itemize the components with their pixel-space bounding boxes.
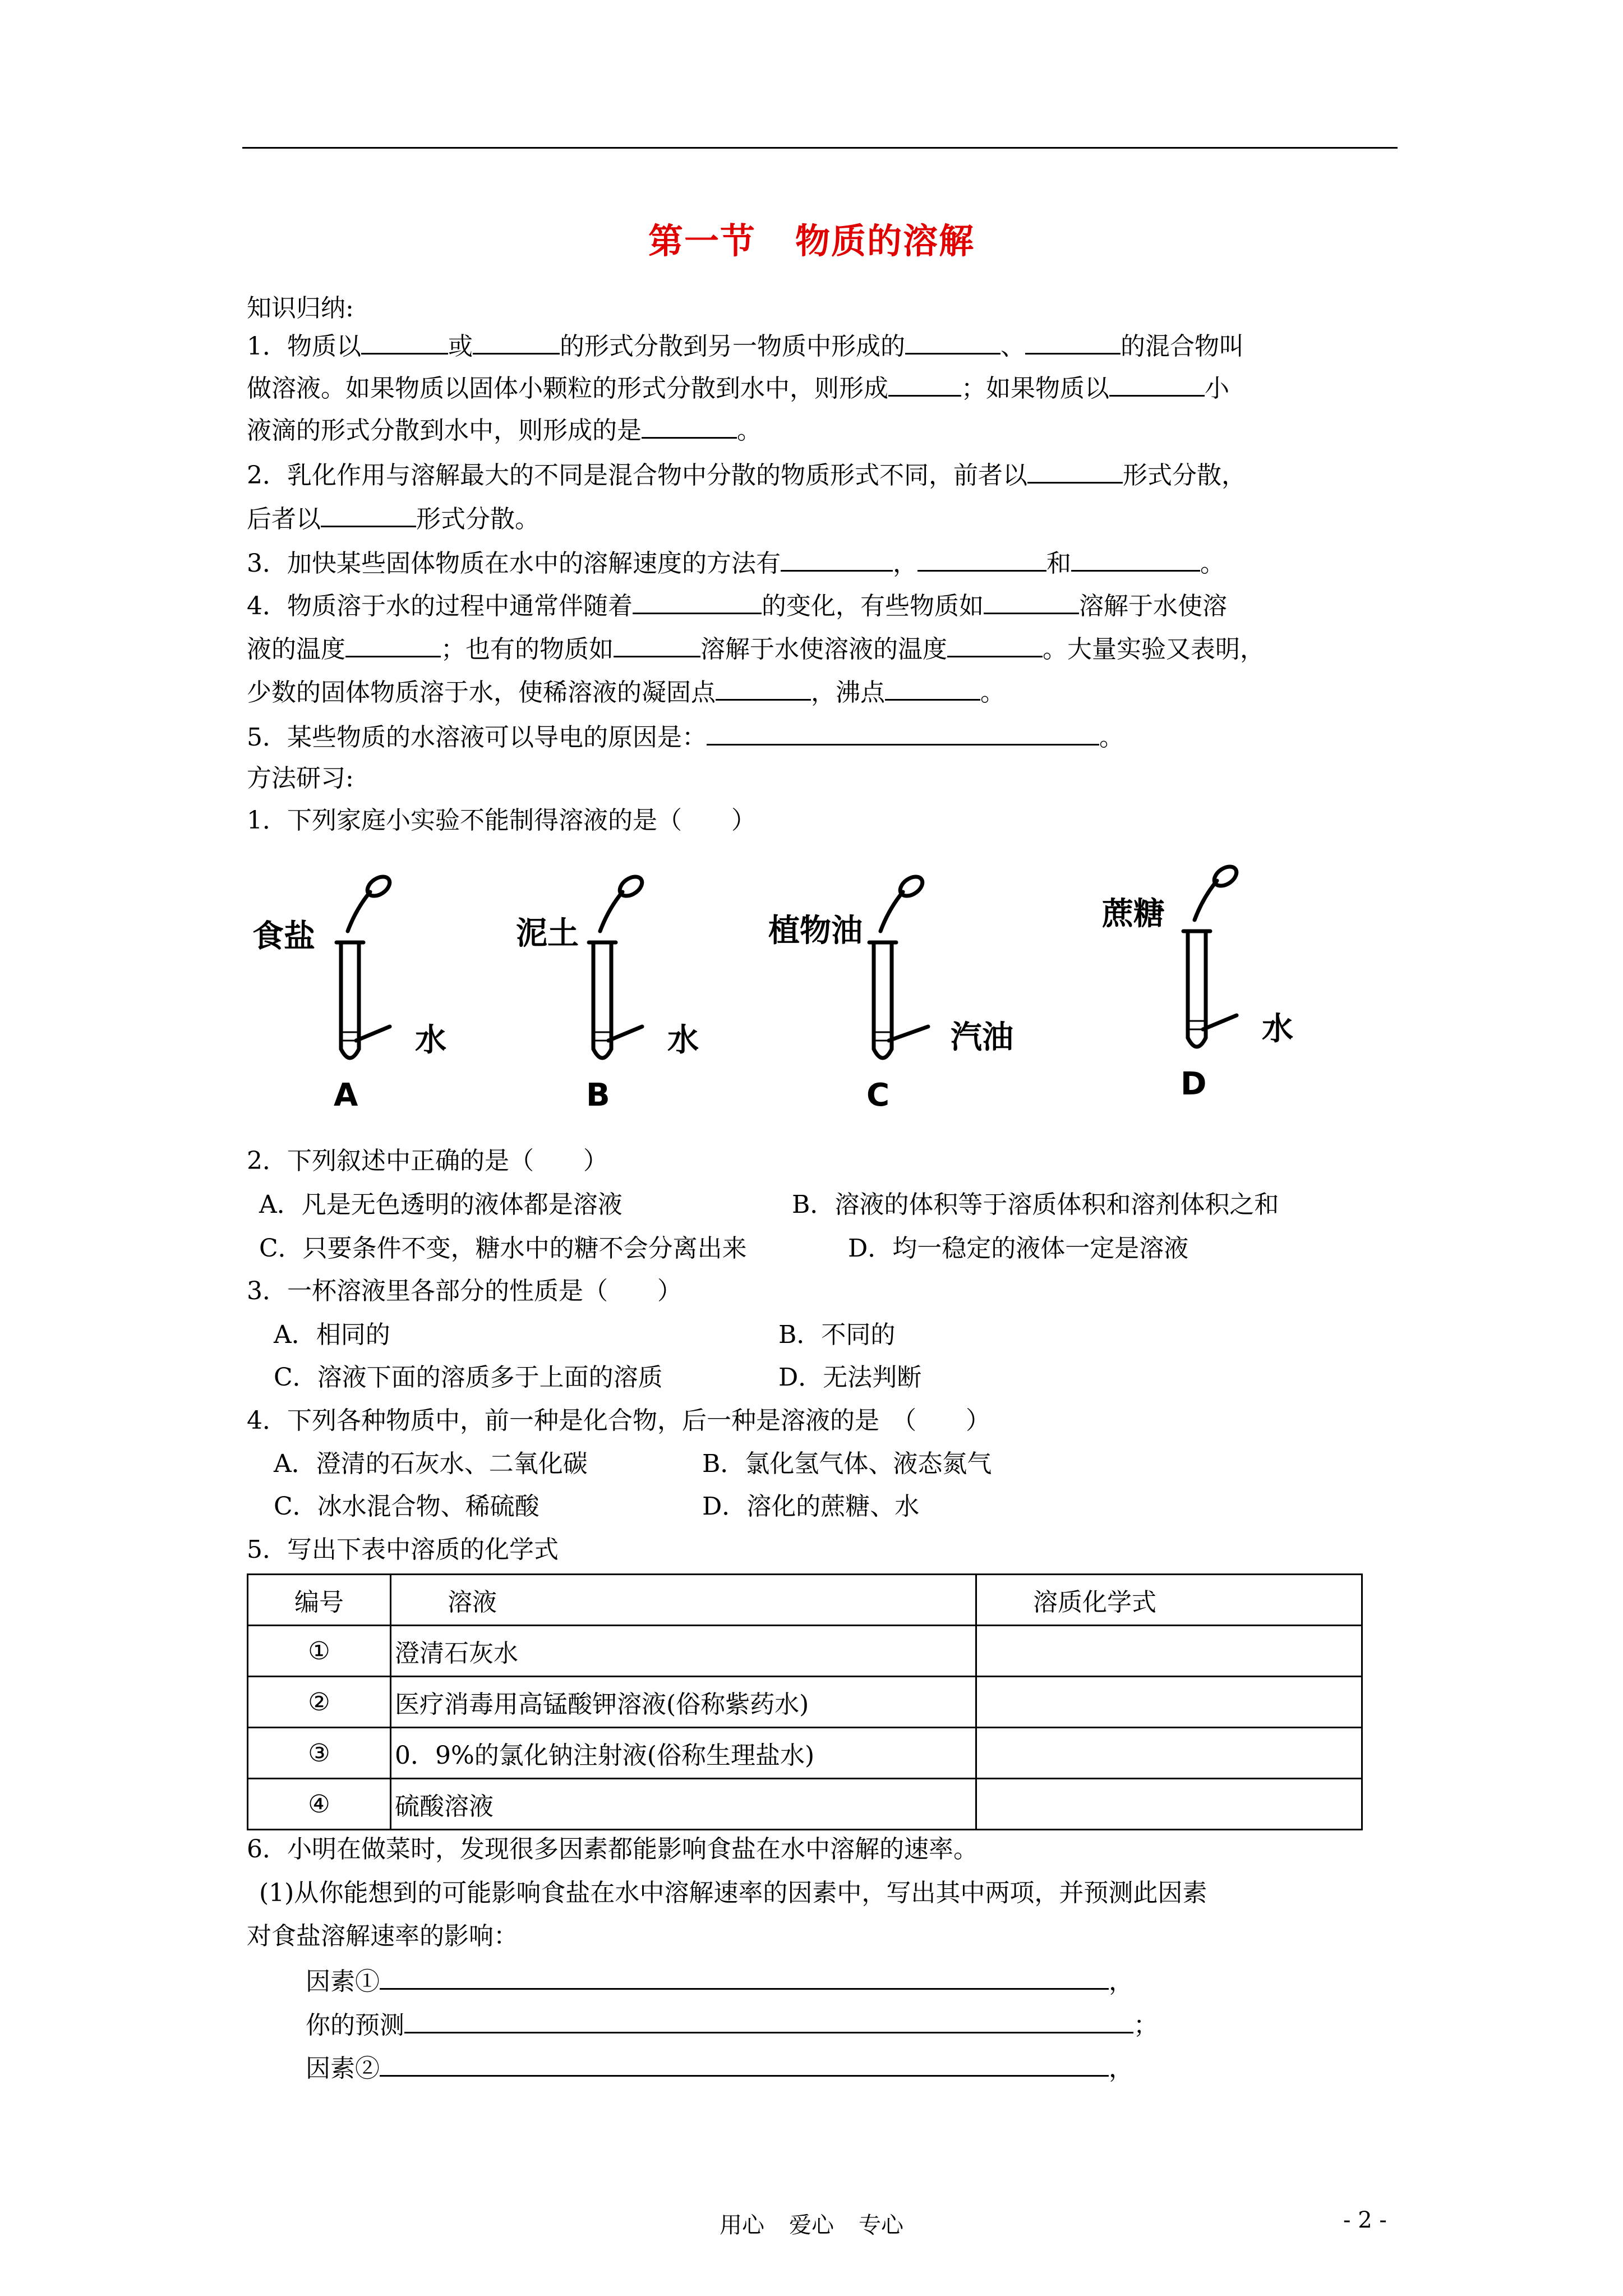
knowledge-heading: 知识归纳: <box>247 294 354 323</box>
blank[interactable] <box>888 370 961 397</box>
knowledge-q1-line1: 1．物质以 或 的形式分散到另一物质中形成的 、 的混合物叫 <box>247 328 1244 364</box>
answer-cell[interactable] <box>976 1779 1362 1830</box>
blank[interactable] <box>917 545 1046 572</box>
methods-q6-stem: 6．小明在做菜时，发现很多因素都能影响食盐在水中溶解的速率。 <box>247 1835 978 1864</box>
blank[interactable] <box>947 631 1043 657</box>
table-cell: ① <box>248 1626 391 1677</box>
blank[interactable] <box>1109 370 1205 397</box>
answer-blank[interactable] <box>380 1963 1109 1990</box>
methods-q6-sub1-line1: (1)从你能想到的可能影响食盐在水中溶解速率的因素中，写出其中两项，并预测此因素 <box>259 1879 1207 1907</box>
figure-liquid-b: 水 <box>667 1022 699 1059</box>
table-cell: 0．9%的氯化钠注射液(俗称生理盐水) <box>391 1728 976 1779</box>
footer-word: 爱心 <box>789 2212 834 2238</box>
methods-q4-option-c: C．冰水混合物、稀硫酸 <box>274 1492 540 1521</box>
methods-q2-option-b: B．溶液的体积等于溶质体积和溶剂体积之和 <box>792 1190 1279 1219</box>
answer-cell[interactable] <box>976 1677 1362 1728</box>
table-header: 溶质化学式 <box>976 1575 1362 1626</box>
test-tube-d <box>1183 864 1240 1047</box>
knowledge-q5: 5．某些物质的水溶液可以导电的原因是： 。 <box>247 719 1124 754</box>
methods-q1-stem: 1．下列家庭小实验不能制得溶液的是（ ） <box>247 806 756 835</box>
table-cell: ② <box>248 1677 391 1728</box>
blank[interactable] <box>716 674 811 701</box>
knowledge-q1-line2: 做溶液。如果物质以固体小颗粒的形式分散到水中，则形成 ；如果物质以 小 <box>247 370 1229 406</box>
methods-q6-factor1: 因素① ， <box>306 1963 1133 1999</box>
blank[interactable] <box>905 328 1000 355</box>
figure-substance-b: 泥土 <box>516 915 579 952</box>
table-header-row <box>248 1575 1362 1626</box>
blank[interactable] <box>361 328 448 355</box>
blank[interactable] <box>345 631 441 657</box>
methods-q2-option-c: C．只要条件不变，糖水中的糖不会分离出来 <box>259 1234 747 1263</box>
blank[interactable] <box>642 412 737 439</box>
figure-letter-b: B <box>586 1077 610 1114</box>
knowledge-q4-line3: 少数的固体物质溶于水，使稀溶液的凝固点 ，沸点 。 <box>247 674 1005 710</box>
page-title <box>0 213 1623 263</box>
figure-substance-d: 蔗糖 <box>1102 896 1165 932</box>
title-section: 第一节 <box>648 220 756 261</box>
figure-substance-c: 植物油 <box>768 913 863 949</box>
methods-q3-option-b: B．不同的 <box>778 1320 896 1349</box>
answer-blank[interactable] <box>380 2050 1109 2077</box>
methods-q6-prediction: 你的预测 ； <box>306 2007 1158 2042</box>
title-topic: 物质的溶解 <box>795 220 975 261</box>
answer-cell[interactable] <box>976 1626 1362 1677</box>
figure-substance-a: 食盐 <box>252 918 315 955</box>
table-row <box>248 1779 1362 1830</box>
answer-cell[interactable] <box>976 1728 1362 1779</box>
table-row <box>248 1728 1362 1779</box>
test-tube-b <box>589 873 645 1058</box>
methods-q6-factor2: 因素② ， <box>306 2050 1133 2086</box>
knowledge-q2-line2: 后者以 形式分散。 <box>247 501 540 536</box>
table-cell: 硫酸溶液 <box>391 1779 976 1830</box>
blank[interactable] <box>1025 328 1121 355</box>
test-tube-figure <box>241 864 1363 1133</box>
methods-q2-option-d: D．均一稳定的液体一定是溶液 <box>848 1234 1189 1263</box>
methods-heading: 方法研习: <box>247 764 354 793</box>
methods-q2-stem: 2．下列叙述中正确的是（ ） <box>247 1147 608 1175</box>
figure-letter-d: D <box>1181 1066 1207 1102</box>
table-row <box>248 1677 1362 1728</box>
blank[interactable] <box>781 545 893 572</box>
blank[interactable] <box>1071 545 1200 572</box>
blank[interactable] <box>1027 457 1123 484</box>
figure-letter-a: A <box>334 1077 358 1114</box>
figure-liquid-c: 汽油 <box>951 1019 1013 1056</box>
methods-q5-stem: 5．写出下表中溶质的化学式 <box>247 1535 559 1564</box>
methods-q4-option-a: A．澄清的石灰水、二氧化碳 <box>274 1450 588 1478</box>
knowledge-q4-line1: 4．物质溶于水的过程中通常伴随着 的变化，有些物质如 溶解于水使溶 <box>247 588 1227 623</box>
answer-blank[interactable] <box>404 2007 1133 2033</box>
table-cell: ③ <box>248 1728 391 1779</box>
footer-word: 用心 <box>720 2212 764 2238</box>
knowledge-q2-line1: 2．乳化作用与溶解最大的不同是混合物中分散的物质形式不同，前者以 形式分散， <box>247 457 1246 493</box>
methods-q3-option-d: D．无法判断 <box>778 1363 922 1392</box>
page-number: - 2 - <box>1343 2207 1387 2233</box>
figure-liquid-a: 水 <box>415 1022 446 1059</box>
table-cell: 医疗消毒用高锰酸钾溶液(俗称紫药水) <box>391 1677 976 1728</box>
table-header: 溶液 <box>391 1575 976 1626</box>
table-row <box>248 1626 1362 1677</box>
knowledge-q3: 3．加快某些固体物质在水中的溶解速度的方法有 ， 和 。 <box>247 545 1225 581</box>
methods-q6-sub1-line2: 对食盐溶解速率的影响： <box>247 1922 518 1950</box>
header-rule <box>242 147 1398 149</box>
knowledge-q1-line3: 液滴的形式分散到水中，则形成的是 。 <box>247 412 762 448</box>
table-cell: 澄清石灰水 <box>391 1626 976 1677</box>
blank[interactable] <box>984 588 1079 614</box>
test-tube-a <box>336 873 393 1058</box>
blank[interactable] <box>473 328 560 355</box>
blank[interactable] <box>321 501 416 527</box>
blank[interactable] <box>633 588 762 614</box>
methods-q3-option-c: C．溶液下面的溶质多于上面的溶质 <box>274 1363 663 1392</box>
methods-q4-option-b: B．氯化氢气体、液态氮气 <box>702 1450 992 1478</box>
test-tube-c <box>869 873 928 1058</box>
methods-q4-option-d: D．溶化的蔗糖、水 <box>702 1492 920 1521</box>
methods-q3-option-a: A．相同的 <box>274 1320 390 1349</box>
knowledge-q4-line2: 液的温度 ；也有的物质如 溶解于水使溶液的温度 。大量实验又表明， <box>247 631 1265 666</box>
figure-letter-c: C <box>866 1077 890 1114</box>
methods-q4-stem: 4．下列各种物质中，前一种是化合物，后一种是溶液的是 （ ） <box>247 1406 990 1435</box>
table-cell: ④ <box>248 1779 391 1830</box>
footer-word: 专心 <box>859 2212 903 2238</box>
blank[interactable] <box>614 631 700 657</box>
solute-table <box>247 1573 1363 1830</box>
methods-q3-stem: 3．一杯溶液里各部分的性质是（ ） <box>247 1277 682 1305</box>
blank[interactable] <box>885 674 980 701</box>
methods-q2-option-a: A．凡是无色透明的液体都是溶液 <box>259 1190 623 1219</box>
figure-liquid-d: 水 <box>1262 1011 1293 1047</box>
blank[interactable] <box>707 719 1099 746</box>
table-header: 编号 <box>248 1575 391 1626</box>
